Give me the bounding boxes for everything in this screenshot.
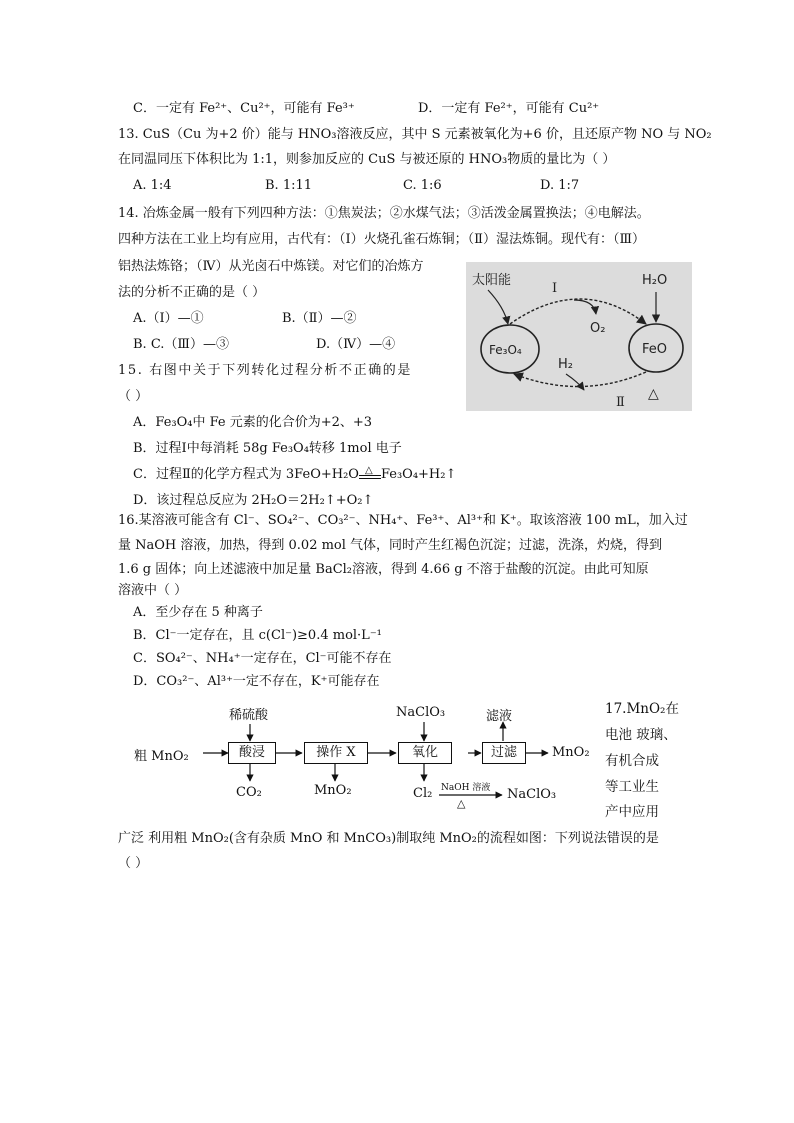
heat-equals-sign [359,467,381,483]
q13-option-a: A. 1:4 [133,178,172,193]
q16-option-d: D．CO₃²⁻、Al³⁺一定不存在，K⁺可能存在 [133,674,380,689]
sun-label: 太阳能 [472,273,512,288]
q15-stem-line1: 15. 右图中关于下列转化过程分析不正确的是 [118,363,413,378]
flow-box-operation-x: 操作 X [304,742,368,764]
q16-stem-line2: 量 NaOH 溶液，加热，得到 0.02 mol 气体，同时产生红褐色沉淀；过滤，洗涤，灼烧，得到 [118,538,663,553]
q14-stem-line4: 法的分析不正确的是（ ） [118,285,266,300]
q13-stem-line2: 在同温同压下体积比为 1:1，则参加反应的 CuS 与被还原的 HNO₃物质的量比为（ ） [118,152,616,167]
step-1-label: Ⅰ [552,281,558,296]
cycle-diagram [466,262,692,411]
h2-release-arrow [566,374,584,390]
q15-option-c [133,467,456,483]
q13-option-d: D. 1:7 [540,178,580,193]
flow-cl2-label: Cl₂ [413,786,433,801]
flow-box-oxidation: 氧化 [398,742,452,764]
q16-stem-line4: 溶液中（ ） [118,583,188,598]
q17-side-line4: 等工业生 [605,779,659,795]
q15-option-d: D．该过程总反应为 2H₂O＝2H₂↑+O₂↑ [133,493,374,508]
feo-label: FeO [642,342,667,357]
q14-stem-line3: 铝热法炼铬；（Ⅳ）从光卤石中炼镁。对它们的冶炼方 [118,259,424,274]
flow-naclo3-in-label: NaClO₃ [396,705,446,720]
mno2-process-flowchart [130,700,600,810]
q16-option-a: A．至少存在 5 种离子 [133,605,263,620]
q14-stem-line1: 14. 冶炼金属一般有下列四种方法：①焦炭法；②水煤气法；③活泼金属置换法；④电解法。 [118,206,650,221]
q15-stem-line2: （ ） [118,389,149,404]
flow-naclo3-out-label: NaClO₃ [507,787,557,802]
sun-arrow [488,290,508,324]
q14-stem-line2: 四种方法在工业上均有应用，古代有：（Ⅰ）火烧孔雀石炼铜；（Ⅱ）湿法炼铜。现代有：（Ⅲ） [118,232,646,247]
q16-stem-line3: 1.6 g 固体；向上述滤液中加足量 BaCl₂溶液，得到 4.66 g 不溶于盐酸的沉淀。由此可知原 [118,562,649,577]
q14-option-b: B.（Ⅱ）—② [282,311,357,326]
o2-release-arrow [574,300,596,314]
q15-option-c-lhs: C．过程Ⅱ的化学方程式为 3FeO+H₂O [133,467,359,482]
q12-option-d: D．一定有 Fe²⁺，可能有 Cu²⁺ [418,101,600,116]
q14-option-c: B. C.（Ⅲ）—③ [133,337,229,352]
q16-option-c: C．SO₄²⁻、NH₄⁺一定存在，Cl⁻可能不存在 [133,651,392,666]
process-1-arrow [510,299,646,324]
h2-label: H₂ [558,357,573,372]
flow-naoh-label: NaOH 溶液 [441,783,491,793]
flow-output-label: MnO₂ [552,745,590,760]
flow-heat-label: △ [457,797,466,810]
q17-side-line2: 电池 玻璃、 [605,727,677,743]
flow-filtrate-label: 滤液 [486,709,513,724]
flow-mno2-mid-label: MnO₂ [314,783,352,798]
heat-symbol: △ [364,465,373,476]
q17-stem-line2: 广泛 利用粗 MnO₂(含有杂质 MnO 和 MnCO₃)制取纯 MnO₂的流程如图：下列说法错误的是 [118,831,659,846]
flow-box-filtration: 过滤 [482,742,526,764]
q15-option-a: A．Fe₃O₄中 Fe 元素的化合价为+2、+3 [133,415,373,430]
flow-acid-label: 稀硫酸 [229,708,269,723]
q14-option-a: A.（Ⅰ）—① [133,311,204,326]
o2-label: O₂ [590,321,606,336]
q13-option-b: B. 1:11 [265,178,313,193]
step-2-label: Ⅱ [616,395,625,410]
q15-option-c-rhs: Fe₃O₄+H₂↑ [380,467,457,482]
q17-stem-line3: （ ） [118,856,149,871]
q14-option-d: D.（Ⅳ）—④ [316,337,396,352]
flow-co2-label: CO₂ [236,785,262,800]
q13-stem-line1: 13. CuS（Cu 为+2 价）能与 HNO₃溶液反应，其中 S 元素被氧化为+6 价，且还原产物 NO 与 NO₂ [118,127,712,142]
h2o-label: H₂O [642,273,668,288]
q15-option-b: B．过程Ⅰ中每消耗 58g Fe₃O₄转移 1mol 电子 [133,441,402,456]
flow-box-acid-leach: 酸浸 [228,742,276,764]
flow-input-label: 粗 MnO₂ [134,749,189,764]
fe-oxide-cycle-figure [466,262,692,411]
q17-side-line3: 有机合成 [605,753,659,769]
q13-option-c: C. 1:6 [403,178,442,193]
q12-option-c: C．一定有 Fe²⁺、Cu²⁺，可能有 Fe³⁺ [133,101,355,116]
q16-stem-line1: 16.某溶液可能含有 Cl⁻、SO₄²⁻、CO₃²⁻、NH₄⁺、Fe³⁺、Al³⁺和 K⁺。取该溶液 100 mL，加入过 [118,513,688,528]
fe3o4-label: Fe₃O₄ [489,343,522,357]
q17-side-line5: 产中应用 [605,804,659,820]
heat-label: △ [648,386,659,402]
q16-option-b: B．Cl⁻一定存在，且 c(Cl⁻)≥0.4 mol·L⁻¹ [133,628,382,643]
q17-side-line1: 17.MnO₂在 [605,701,679,717]
process-2-arrow [514,372,646,387]
